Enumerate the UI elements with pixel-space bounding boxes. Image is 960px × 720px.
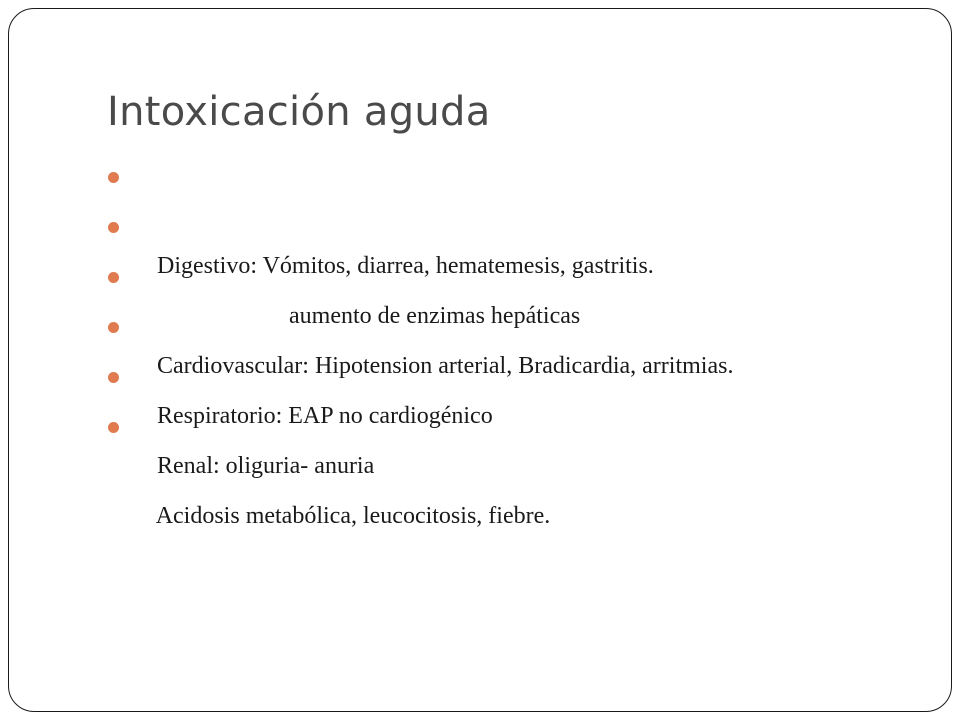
bullet-dot-icon (108, 422, 119, 433)
bullet-list (105, 156, 734, 529)
bullet-text: Cardiovascular: Hipotension arterial, Bradicardia, arritmias. (157, 353, 734, 379)
bullet-text: Digestivo: Vómitos, diarrea, hematemesis, gastritis. (157, 253, 654, 279)
bullet-dot-icon (108, 322, 119, 333)
bullet-dot-icon (108, 172, 119, 183)
bullet-dot-icon (108, 222, 119, 233)
bullet-text: aumento de enzimas hepáticas (157, 303, 581, 329)
bullet-item-digestivo (105, 156, 733, 279)
slide-title: Intoxicación aguda (107, 89, 491, 135)
bullet-text: Acidosis metabólica, leucocitosis, fiebre. (155, 503, 551, 529)
bullet-text: Respiratorio: EAP no cardiogénico (157, 403, 493, 429)
bullet-dot-icon (108, 272, 119, 283)
bullet-text: Renal: oliguria- anuria (157, 453, 375, 479)
bullet-dot-icon (108, 372, 119, 383)
